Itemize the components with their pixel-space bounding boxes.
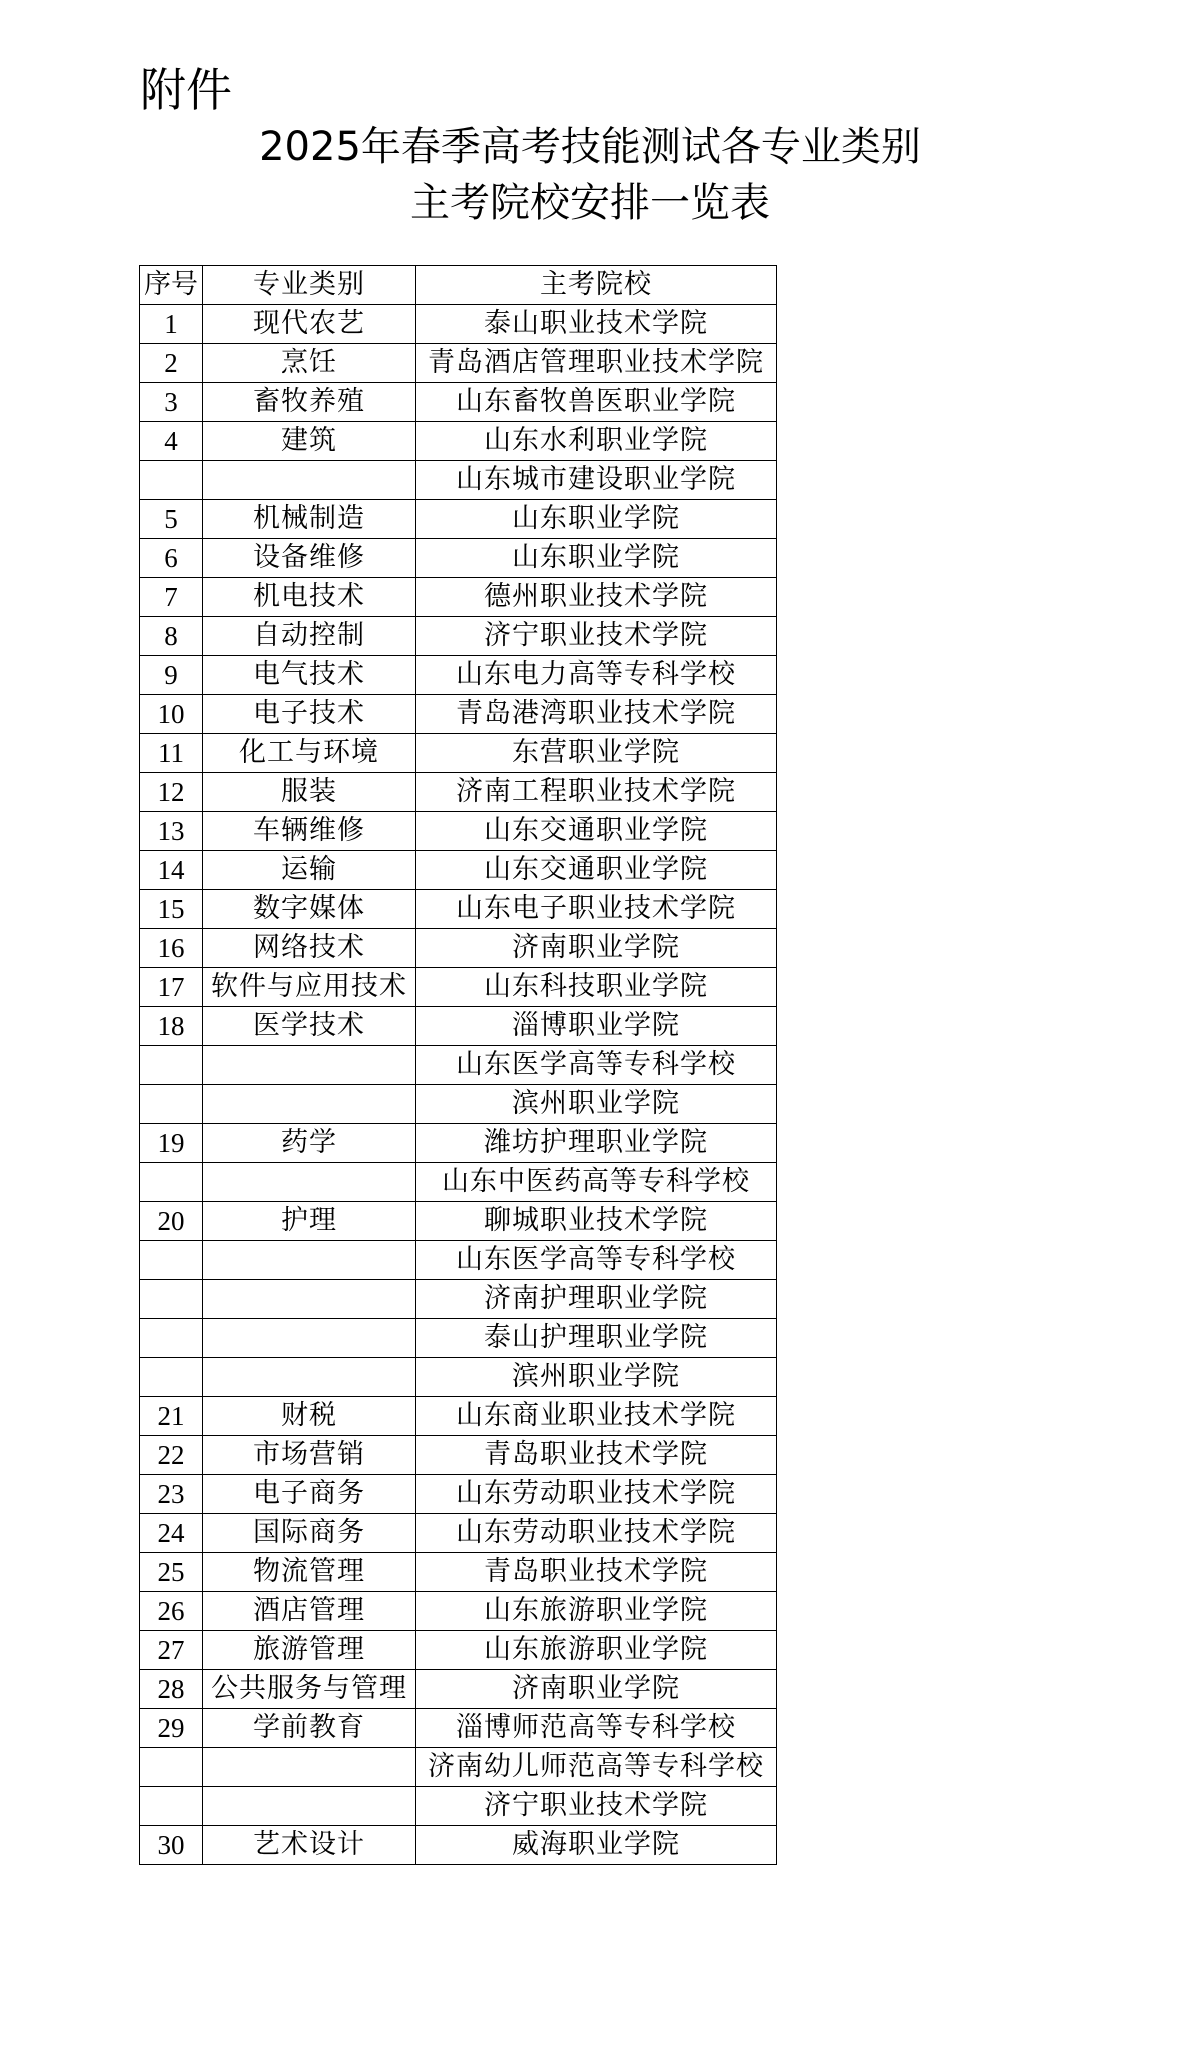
- cell-major-category: 旅游管理: [203, 1631, 416, 1670]
- cell-host-school: 山东电子职业技术学院: [416, 890, 777, 929]
- cell-serial-number: 20: [140, 1202, 203, 1241]
- cell-host-school: 泰山职业技术学院: [416, 305, 777, 344]
- table-row: [140, 890, 777, 929]
- cell-major-category: 酒店管理: [203, 1592, 416, 1631]
- cell-major-category: 医学技术: [203, 1007, 416, 1046]
- cell-major-category: 机电技术: [203, 578, 416, 617]
- cell-host-school: 山东中医药高等专科学校: [416, 1163, 777, 1202]
- cell-host-school: 山东水利职业学院: [416, 422, 777, 461]
- cell-host-school: 山东城市建设职业学院: [416, 461, 777, 500]
- cell-serial-number: 4: [140, 422, 203, 461]
- cell-major-category: 设备维修: [203, 539, 416, 578]
- cell-major-category: [203, 1358, 416, 1397]
- cell-host-school: 山东电力高等专科学校: [416, 656, 777, 695]
- cell-major-category: [203, 1280, 416, 1319]
- cell-major-category: 学前教育: [203, 1709, 416, 1748]
- table-row: [140, 1163, 777, 1202]
- cell-major-category: 电子技术: [203, 695, 416, 734]
- cell-serial-number: 29: [140, 1709, 203, 1748]
- exam-school-table: [139, 265, 777, 1865]
- table-row: [140, 1202, 777, 1241]
- table-body: [140, 305, 777, 1865]
- table-row: [140, 968, 777, 1007]
- cell-serial-number: 9: [140, 656, 203, 695]
- cell-host-school: 山东职业学院: [416, 500, 777, 539]
- table-row: [140, 305, 777, 344]
- document-title-line-2: 主考院校安排一览表: [410, 180, 770, 226]
- cell-major-category: 数字媒体: [203, 890, 416, 929]
- cell-serial-number: 11: [140, 734, 203, 773]
- cell-serial-number: 25: [140, 1553, 203, 1592]
- table-row: [140, 812, 777, 851]
- cell-host-school: 山东交通职业学院: [416, 851, 777, 890]
- cell-serial-number: 18: [140, 1007, 203, 1046]
- table-row: [140, 344, 777, 383]
- table-row: [140, 539, 777, 578]
- table-row: [140, 1748, 777, 1787]
- cell-serial-number: 16: [140, 929, 203, 968]
- table-row: [140, 1709, 777, 1748]
- table-row: [140, 1241, 777, 1280]
- cell-major-category: 自动控制: [203, 617, 416, 656]
- cell-host-school: 滨州职业学院: [416, 1085, 777, 1124]
- table-header-row: [140, 266, 777, 305]
- cell-host-school: 山东旅游职业学院: [416, 1592, 777, 1631]
- cell-host-school: 淄博师范高等专科学校: [416, 1709, 777, 1748]
- cell-serial-number: 8: [140, 617, 203, 656]
- cell-host-school: 潍坊护理职业学院: [416, 1124, 777, 1163]
- table-row: [140, 1397, 777, 1436]
- cell-host-school: 东营职业学院: [416, 734, 777, 773]
- cell-serial-number: 23: [140, 1475, 203, 1514]
- cell-serial-number: [140, 1085, 203, 1124]
- cell-serial-number: 30: [140, 1826, 203, 1865]
- cell-serial-number: 22: [140, 1436, 203, 1475]
- cell-serial-number: [140, 1319, 203, 1358]
- cell-major-category: 服装: [203, 773, 416, 812]
- cell-major-category: 机械制造: [203, 500, 416, 539]
- cell-serial-number: 1: [140, 305, 203, 344]
- cell-serial-number: 10: [140, 695, 203, 734]
- cell-serial-number: 6: [140, 539, 203, 578]
- table-row: [140, 1631, 777, 1670]
- table-row: [140, 1592, 777, 1631]
- cell-major-category: 建筑: [203, 422, 416, 461]
- table-row: [140, 1319, 777, 1358]
- cell-host-school: 青岛职业技术学院: [416, 1553, 777, 1592]
- cell-major-category: 护理: [203, 1202, 416, 1241]
- cell-serial-number: 15: [140, 890, 203, 929]
- cell-host-school: 山东劳动职业技术学院: [416, 1514, 777, 1553]
- cell-major-category: 网络技术: [203, 929, 416, 968]
- table-row: [140, 578, 777, 617]
- table-row: [140, 734, 777, 773]
- cell-host-school: 淄博职业学院: [416, 1007, 777, 1046]
- cell-major-category: [203, 1163, 416, 1202]
- table-row: [140, 1436, 777, 1475]
- cell-serial-number: 27: [140, 1631, 203, 1670]
- table-row: [140, 1826, 777, 1865]
- cell-host-school: 山东旅游职业学院: [416, 1631, 777, 1670]
- header-serial-number: 序号: [140, 266, 203, 305]
- cell-major-category: 国际商务: [203, 1514, 416, 1553]
- cell-host-school: 山东科技职业学院: [416, 968, 777, 1007]
- cell-major-category: 物流管理: [203, 1553, 416, 1592]
- cell-host-school: 山东商业职业技术学院: [416, 1397, 777, 1436]
- cell-host-school: 济南幼儿师范高等专科学校: [416, 1748, 777, 1787]
- cell-major-category: 药学: [203, 1124, 416, 1163]
- cell-major-category: 艺术设计: [203, 1826, 416, 1865]
- cell-major-category: 车辆维修: [203, 812, 416, 851]
- cell-serial-number: 3: [140, 383, 203, 422]
- table-row: [140, 1280, 777, 1319]
- document-title-line-1: 2025年春季高考技能测试各专业类别: [259, 124, 921, 170]
- cell-serial-number: [140, 461, 203, 500]
- cell-host-school: 济宁职业技术学院: [416, 1787, 777, 1826]
- cell-host-school: 滨州职业学院: [416, 1358, 777, 1397]
- attachment-label: 附件: [140, 63, 232, 117]
- cell-major-category: [203, 1319, 416, 1358]
- cell-serial-number: 12: [140, 773, 203, 812]
- header-host-school: 主考院校: [416, 266, 777, 305]
- table-row: [140, 617, 777, 656]
- cell-major-category: [203, 1241, 416, 1280]
- table-row: [140, 695, 777, 734]
- cell-serial-number: 24: [140, 1514, 203, 1553]
- cell-host-school: 青岛酒店管理职业技术学院: [416, 344, 777, 383]
- cell-serial-number: 7: [140, 578, 203, 617]
- cell-serial-number: 13: [140, 812, 203, 851]
- cell-serial-number: [140, 1358, 203, 1397]
- cell-serial-number: 19: [140, 1124, 203, 1163]
- cell-host-school: 济南护理职业学院: [416, 1280, 777, 1319]
- cell-major-category: 运输: [203, 851, 416, 890]
- header-major-category: 专业类别: [203, 266, 416, 305]
- table-row: [140, 851, 777, 890]
- cell-serial-number: 21: [140, 1397, 203, 1436]
- cell-host-school: 聊城职业技术学院: [416, 1202, 777, 1241]
- cell-major-category: 公共服务与管理: [203, 1670, 416, 1709]
- cell-host-school: 青岛职业技术学院: [416, 1436, 777, 1475]
- cell-host-school: 济南职业学院: [416, 929, 777, 968]
- table-row: [140, 1787, 777, 1826]
- cell-host-school: 山东畜牧兽医职业学院: [416, 383, 777, 422]
- cell-major-category: 电子商务: [203, 1475, 416, 1514]
- table-row: [140, 773, 777, 812]
- table-row: [140, 656, 777, 695]
- cell-serial-number: 5: [140, 500, 203, 539]
- cell-host-school: 山东职业学院: [416, 539, 777, 578]
- table-row: [140, 1124, 777, 1163]
- table-row: [140, 1007, 777, 1046]
- table-row: [140, 383, 777, 422]
- cell-major-category: [203, 1748, 416, 1787]
- table-row: [140, 461, 777, 500]
- cell-serial-number: 26: [140, 1592, 203, 1631]
- cell-host-school: 德州职业技术学院: [416, 578, 777, 617]
- cell-major-category: 电气技术: [203, 656, 416, 695]
- cell-host-school: 青岛港湾职业技术学院: [416, 695, 777, 734]
- cell-serial-number: [140, 1787, 203, 1826]
- table-row: [140, 1670, 777, 1709]
- cell-host-school: 济宁职业技术学院: [416, 617, 777, 656]
- table-row: [140, 1046, 777, 1085]
- cell-host-school: 山东劳动职业技术学院: [416, 1475, 777, 1514]
- cell-host-school: 山东交通职业学院: [416, 812, 777, 851]
- cell-host-school: 济南职业学院: [416, 1670, 777, 1709]
- cell-major-category: 市场营销: [203, 1436, 416, 1475]
- cell-serial-number: [140, 1241, 203, 1280]
- cell-host-school: 山东医学高等专科学校: [416, 1241, 777, 1280]
- cell-major-category: 财税: [203, 1397, 416, 1436]
- table-row: [140, 500, 777, 539]
- cell-major-category: 现代农艺: [203, 305, 416, 344]
- cell-host-school: 威海职业学院: [416, 1826, 777, 1865]
- table-row: [140, 422, 777, 461]
- cell-major-category: [203, 1085, 416, 1124]
- cell-major-category: [203, 461, 416, 500]
- table-row: [140, 1514, 777, 1553]
- cell-serial-number: [140, 1280, 203, 1319]
- table-row: [140, 1085, 777, 1124]
- table-row: [140, 1475, 777, 1514]
- cell-major-category: [203, 1787, 416, 1826]
- cell-serial-number: 14: [140, 851, 203, 890]
- cell-major-category: [203, 1046, 416, 1085]
- cell-major-category: 软件与应用技术: [203, 968, 416, 1007]
- cell-serial-number: 17: [140, 968, 203, 1007]
- table-row: [140, 1358, 777, 1397]
- cell-serial-number: 28: [140, 1670, 203, 1709]
- cell-serial-number: 2: [140, 344, 203, 383]
- cell-host-school: 济南工程职业技术学院: [416, 773, 777, 812]
- table-row: [140, 1553, 777, 1592]
- cell-serial-number: [140, 1046, 203, 1085]
- cell-major-category: 化工与环境: [203, 734, 416, 773]
- cell-major-category: 烹饪: [203, 344, 416, 383]
- cell-host-school: 泰山护理职业学院: [416, 1319, 777, 1358]
- cell-major-category: 畜牧养殖: [203, 383, 416, 422]
- cell-serial-number: [140, 1748, 203, 1787]
- table-row: [140, 929, 777, 968]
- cell-serial-number: [140, 1163, 203, 1202]
- cell-host-school: 山东医学高等专科学校: [416, 1046, 777, 1085]
